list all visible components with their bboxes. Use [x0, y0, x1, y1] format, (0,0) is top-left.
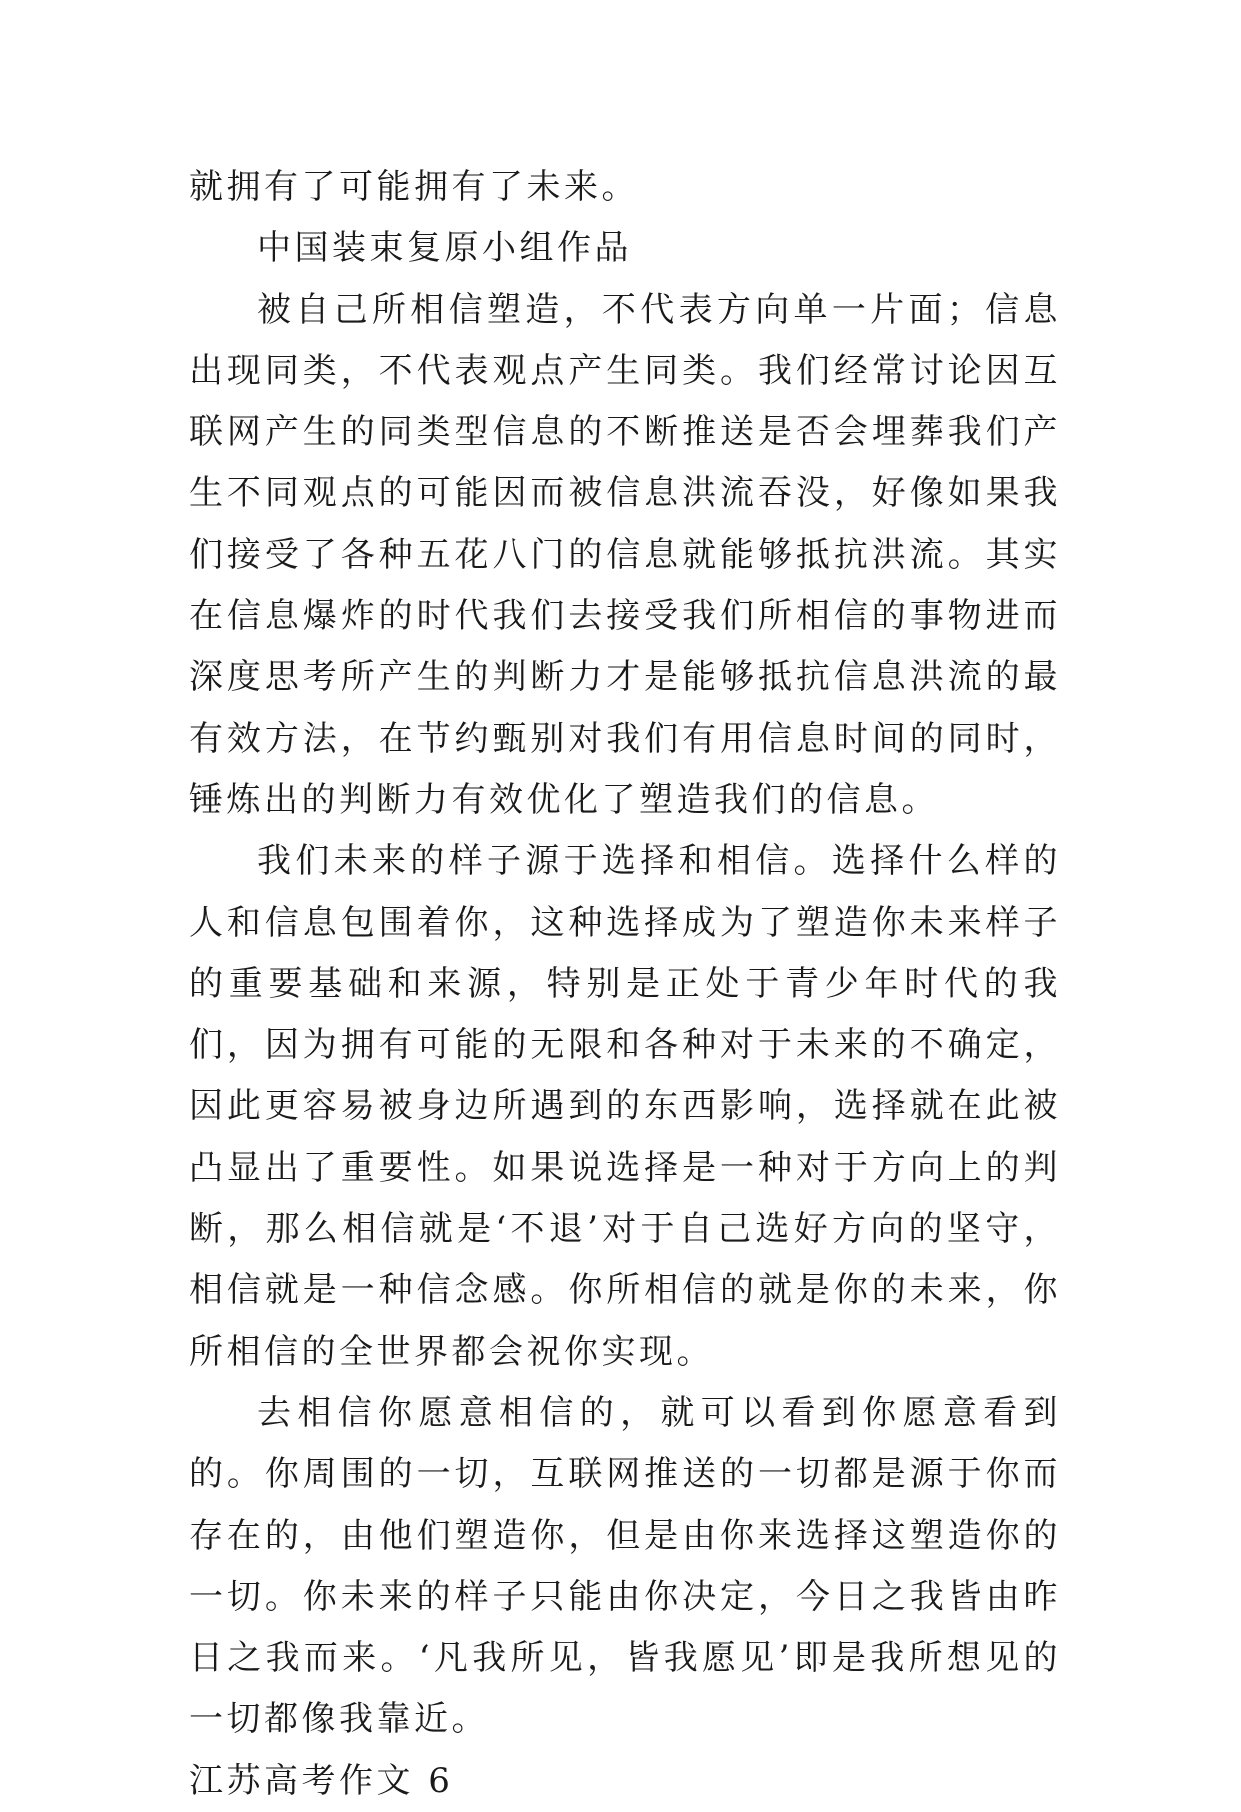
section-heading: 江苏高考作文 6 [189, 1760, 454, 1801]
paragraph-body: 去相信你愿意相信的，就可以看到你愿意看到的。你周围的一切，互联网推送的一切都是源于你而存在的，由他们塑造你，但是由你来选择这塑造你的一切。你未来的样子只能由你决定，今日之我皆由昨日之我而来。‘凡我所见，皆我愿见’即是我所想见的一切都像我靠近。 [189, 1392, 1061, 1740]
document-body [189, 157, 1061, 1812]
paragraph-body: 被自己所相信塑造，不代表方向单一片面；信息出现同类，不代表观点产生同类。我们经常讨论因互联网产生的同类型信息的不断推送是否会埋葬我们产生不同观点的可能因而被信息洪流吞没，好像如果我们接受了各种五花八门的信息就能够抵抗洪流。其实在信息爆炸的时代我们去接受我们所相信的事物进而深度思考所产生的判断力才是能够抵抗信息洪流的最有效方法，在节约甄别对我们有用信息时间的同时，锤炼出的判断力有效优化了塑造我们的信息。 [189, 289, 1061, 820]
paragraph-body: 我们未来的样子源于选择和相信。选择什么样的人和信息包围着你，这种选择成为了塑造你未来样子的重要基础和来源，特别是正处于青少年时代的我们，因为拥有可能的无限和各种对于未来的不确定，因此更容易被身边所遇到的东西影响，选择就在此被凸显出了重要性。如果说选择是一种对于方向上的判断，那么相信就是‘不退’对于自己选好方向的坚守，相信就是一种信念感。你所相信的就是你的未来，你所相信的全世界都会祝你实现。 [189, 841, 1061, 1372]
paragraph-continuation: 就拥有了可能拥有了未来。 [189, 167, 639, 207]
paragraph-attribution: 中国装束复原小组作品 [257, 228, 632, 269]
